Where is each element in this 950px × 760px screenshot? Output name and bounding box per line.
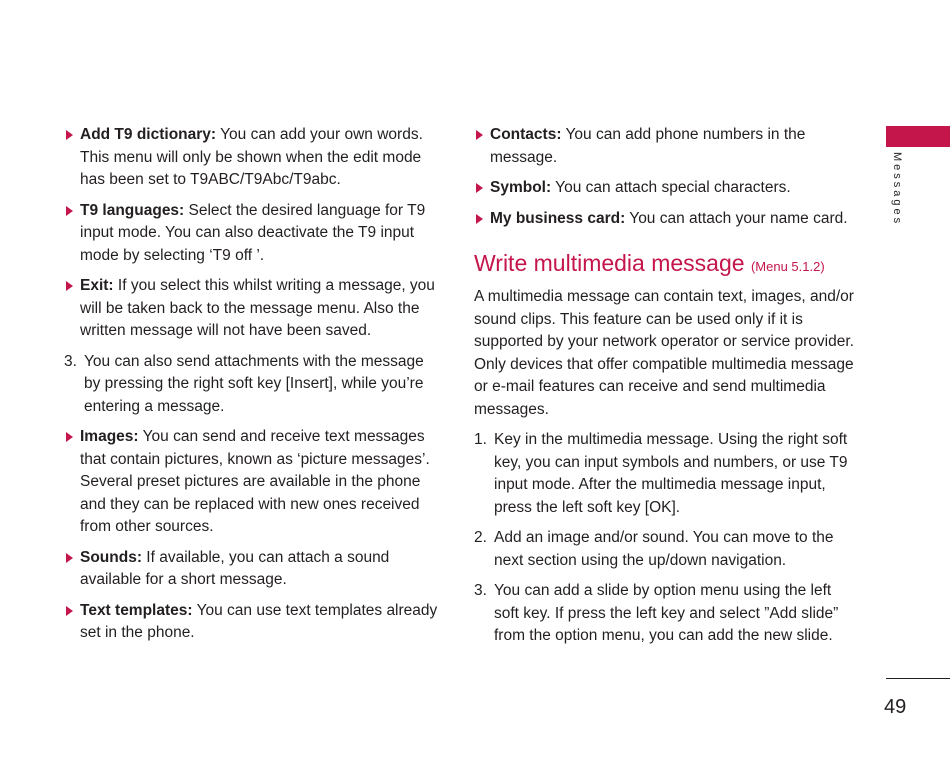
- step-number: 2.: [474, 529, 487, 546]
- triangle-bullet-icon: [66, 553, 73, 563]
- bullet-title: Text templates:: [80, 601, 193, 619]
- step-number: 1.: [474, 431, 487, 448]
- right-column: [474, 124, 858, 656]
- bullet-title: Exit:: [80, 277, 114, 294]
- bullet-text: If available, you can attach a sound available for a short message.: [80, 548, 390, 588]
- bullet-text: You can use text templates already set in the phone.: [80, 601, 438, 641]
- bullet-text: You can attach your name card.: [625, 209, 848, 227]
- step-3-attachments: [64, 351, 442, 419]
- bullet-title: T9 languages:: [80, 201, 185, 219]
- bullet-text: You can add phone numbers in the message.: [490, 126, 806, 166]
- bullet-text: You can add your own words. This menu will only be shown when the edit mode has been set to T9ABC/T9Abc/T9abc.: [80, 126, 423, 188]
- step-text: You can add a slide by option menu using the left soft key. If press the left key and select ”Add slide” from the option menu, you can add the new slide.: [494, 582, 839, 644]
- step-number: 3.: [64, 352, 77, 370]
- bullet-exit: [64, 275, 442, 343]
- step-3: [474, 580, 858, 648]
- step-text: Key in the multimedia message. Using the right soft key, you can input symbols and numbers, or use T9 input mode. After the multimedia message input, press the left soft key [OK].: [494, 431, 848, 516]
- bullet-title: Sounds:: [80, 548, 142, 566]
- intro-paragraph: A multimedia message can contain text, images, and/or sound clips. This feature can be used only if it is supported by your network operator or service provider. Only devices that offer compatible multimedia message or e-mail features can receive and send multimedia messages.: [474, 288, 854, 418]
- section-heading: [474, 248, 858, 282]
- triangle-bullet-icon: [66, 281, 73, 291]
- section-heading-menu: (Menu 5.1.2): [750, 259, 825, 274]
- bullet-sounds: [64, 547, 442, 592]
- bullet-images: [64, 426, 442, 539]
- page-number: 49: [884, 696, 907, 718]
- bullet-title: My business card:: [490, 209, 626, 227]
- left-column: [64, 124, 442, 653]
- triangle-bullet-icon: [66, 206, 73, 216]
- bullet-title: Images:: [80, 428, 139, 445]
- bullet-text-templates: [64, 600, 442, 645]
- bullet-symbol: [474, 177, 858, 200]
- section-heading-title: Write multimedia message: [474, 250, 745, 276]
- bullet-t9-languages: [64, 200, 442, 268]
- step-text: Add an image and/or sound. You can move to the next section using the up/down navigation.: [494, 529, 834, 569]
- bullet-text: Select the desired language for T9 input mode. You can also deactivate the T9 input mode by selecting ‘T9 off ’.: [80, 201, 426, 264]
- bullet-text: You can send and receive text messages that contain pictures, known as ‘picture messages’. Several preset pictures are available in the phone and they can be replaced with new ones received from other sources.: [80, 428, 430, 535]
- bullet-contacts: [474, 124, 858, 169]
- bullet-add-t9-dictionary: [64, 124, 442, 192]
- step-number: 3.: [474, 582, 487, 599]
- triangle-bullet-icon: [476, 130, 483, 140]
- triangle-bullet-icon: [66, 606, 73, 616]
- bullet-title: Symbol:: [490, 179, 552, 196]
- bullet-title: Add T9 dictionary:: [80, 126, 217, 143]
- page-number-divider: [886, 678, 950, 679]
- step-2: [474, 527, 858, 572]
- triangle-bullet-icon: [476, 214, 483, 224]
- triangle-bullet-icon: [66, 432, 73, 442]
- step-text: You can also send attachments with the message by pressing the right soft key [Insert], while you’re entering a message.: [84, 352, 424, 415]
- bullet-text: If you select this whilst writing a message, you will be taken back to the message menu. Also the written message will not have been saved.: [80, 277, 435, 339]
- side-section-label: Messages: [891, 152, 903, 227]
- triangle-bullet-icon: [476, 183, 483, 193]
- triangle-bullet-icon: [66, 130, 73, 140]
- section-tab: [886, 126, 950, 147]
- bullet-text: You can attach special characters.: [551, 179, 791, 196]
- bullet-my-business-card: [474, 208, 858, 231]
- step-1: [474, 429, 858, 519]
- bullet-title: Contacts:: [490, 126, 562, 143]
